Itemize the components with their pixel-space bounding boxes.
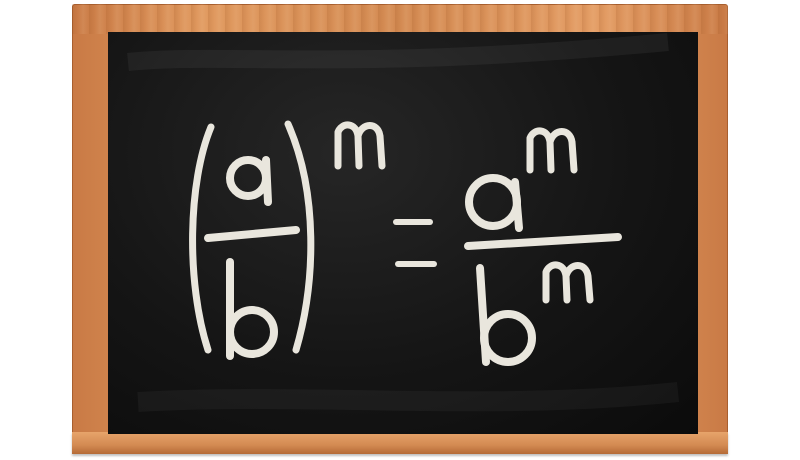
rhs-numerator-a — [469, 178, 519, 228]
chalk-ledge — [72, 432, 728, 454]
rhs-denominator-exponent-m — [546, 265, 590, 300]
rhs-fraction-bar — [468, 237, 618, 246]
chalkboard — [108, 32, 698, 434]
right-parenthesis — [288, 124, 311, 350]
lhs-fraction-bar — [208, 230, 296, 238]
equals-sign — [396, 222, 434, 264]
frame-wood-grain — [72, 4, 728, 34]
chalk-formula — [108, 32, 698, 434]
chalk-smudge — [128, 42, 668, 62]
lhs-numerator-a — [230, 160, 268, 202]
rhs-denominator-b — [480, 268, 532, 362]
lhs-exponent-m — [338, 125, 382, 166]
lhs-denominator-b — [230, 262, 274, 356]
rhs-numerator-exponent-m — [530, 131, 574, 170]
chalk-smudge — [138, 392, 678, 402]
